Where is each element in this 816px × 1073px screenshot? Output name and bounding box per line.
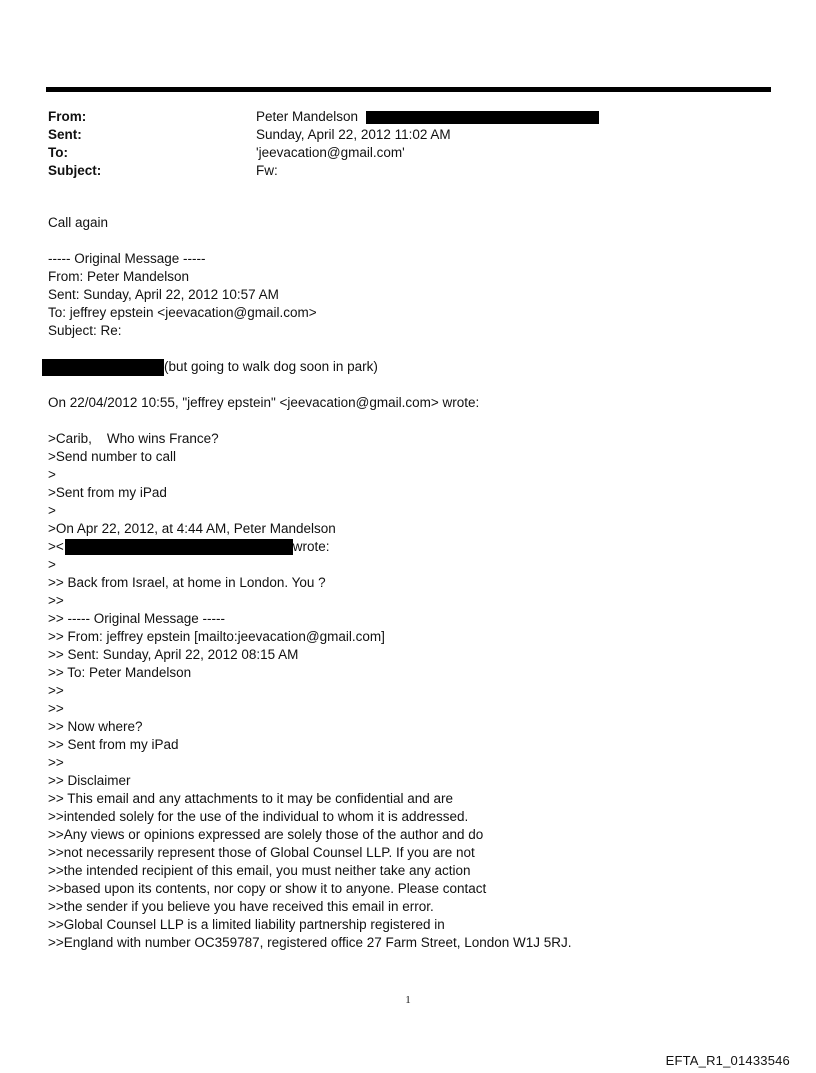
quoted-line: > — [48, 557, 56, 572]
subject-row — [48, 162, 768, 180]
subject-value: Fw: — [256, 163, 278, 178]
disclaimer-line: >>not necessarily represent those of Global Counsel LLP. If you are not — [48, 845, 475, 860]
quoted-line: >> Sent: Sunday, April 22, 2012 08:15 AM — [48, 647, 299, 662]
on-wrote-line: On 22/04/2012 10:55, "jeffrey epstein" <jeevacation@gmail.com> wrote: — [48, 395, 480, 410]
blank-line — [48, 232, 778, 250]
quoted-line: >> Back from Israel, at home in London. You ? — [48, 575, 326, 590]
sent-row — [48, 126, 768, 144]
disclaimer-line: >>Global Counsel LLP is a limited liability partnership registered in — [48, 917, 445, 932]
disclaimer-line: >>based upon its contents, nor copy or show it to anyone. Please contact — [48, 881, 487, 896]
blank-line — [48, 376, 778, 394]
quoted-line: >> — [48, 701, 64, 716]
quoted-line: >> — [48, 593, 64, 608]
walk-dog-text: (but going to walk dog soon in park) — [164, 359, 378, 374]
original-message-marker: ----- Original Message ----- — [48, 251, 206, 266]
to-row — [48, 144, 768, 162]
quoted-line: >> ----- Original Message ----- — [48, 611, 226, 626]
quoted-line: >> Now where? — [48, 719, 143, 734]
quoted-line: >> From: jeffrey epstein [mailto:jeevacation@gmail.com] — [48, 629, 385, 644]
disclaimer-line: >> This email and any attachments to it may be confidential and are — [48, 791, 453, 806]
quoted-line-redacted — [48, 538, 778, 556]
quoted-line: > — [48, 467, 56, 482]
disclaimer-line: >>England with number OC359787, registered office 27 Farm Street, London W1J 5RJ. — [48, 935, 572, 950]
disclaimer-heading: >> Disclaimer — [48, 773, 131, 788]
sent-label: Sent: — [48, 127, 82, 142]
from-row — [48, 108, 768, 126]
quoted-line: >> — [48, 755, 64, 770]
email-header — [48, 108, 768, 180]
blank-line — [48, 340, 778, 358]
original-sent: Sent: Sunday, April 22, 2012 10:57 AM — [48, 287, 279, 302]
disclaimer-line: >>Any views or opinions expressed are solely those of the author and do — [48, 827, 484, 842]
blank-line — [48, 412, 778, 430]
quoted-line: >Sent from my iPad — [48, 485, 167, 500]
original-from: From: Peter Mandelson — [48, 269, 190, 284]
original-to: To: jeffrey epstein <jeevacation@gmail.com> — [48, 305, 317, 320]
to-label: To: — [48, 145, 68, 160]
email-body — [48, 214, 778, 952]
document-id: EFTA_R1_01433546 — [665, 1053, 790, 1068]
to-value: 'jeevacation@gmail.com' — [256, 145, 405, 160]
disclaimer-line: >>the sender if you believe you have received this email in error. — [48, 899, 434, 914]
quoted-line: >> To: Peter Mandelson — [48, 665, 192, 680]
page-number: 1 — [405, 994, 411, 1006]
quoted-line: >> — [48, 683, 64, 698]
subject-label: Subject: — [48, 163, 102, 178]
quoted-line: >Send number to call — [48, 449, 176, 464]
body-line: Call again — [48, 215, 109, 230]
redaction-box — [42, 359, 164, 376]
quoted-line: >Carib, Who wins France? — [48, 431, 219, 446]
header-rule — [46, 87, 771, 92]
from-label: From: — [48, 109, 87, 124]
from-value — [256, 108, 599, 126]
quoted-line: > — [48, 503, 56, 518]
quoted-prefix: >< — [48, 539, 64, 554]
quoted-suffix: wrote: — [292, 539, 330, 554]
redaction-box — [65, 539, 293, 555]
quoted-line: >On Apr 22, 2012, at 4:44 AM, Peter Mandelson — [48, 521, 336, 536]
body-line-redacted — [42, 358, 778, 376]
quoted-line: >> Sent from my iPad — [48, 737, 179, 752]
from-name: Peter Mandelson — [256, 109, 359, 124]
original-subject: Subject: Re: — [48, 323, 122, 338]
redaction-box — [366, 111, 599, 124]
sent-value: Sunday, April 22, 2012 11:02 AM — [256, 127, 451, 142]
disclaimer-line: >>the intended recipient of this email, you must neither take any action — [48, 863, 471, 878]
disclaimer-line: >>intended solely for the use of the individual to whom it is addressed. — [48, 809, 469, 824]
